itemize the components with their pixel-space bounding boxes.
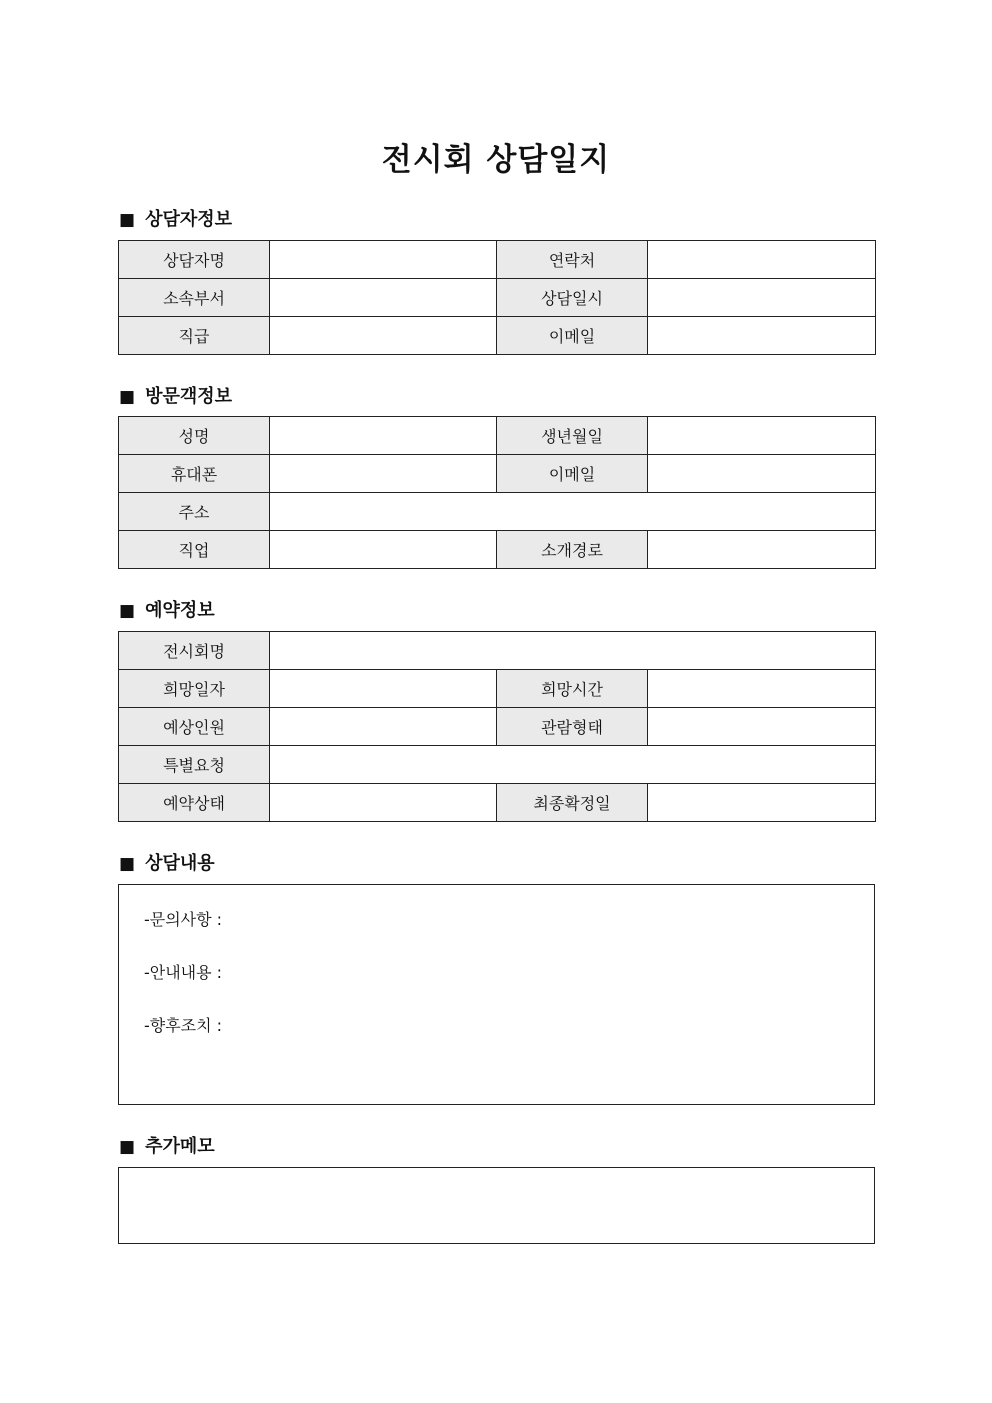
table-row xyxy=(119,708,876,746)
table-row xyxy=(119,670,876,708)
field-desired-time[interactable] xyxy=(648,670,876,708)
label-reservation-status: 예약상태 xyxy=(119,784,270,822)
label-expected-people: 예상인원 xyxy=(119,708,270,746)
table-row xyxy=(119,241,876,279)
label-visitor-email: 이메일 xyxy=(497,455,648,493)
section-title: 방문객정보 xyxy=(145,386,233,407)
counselor-info-table xyxy=(118,240,876,355)
table-row xyxy=(119,455,876,493)
section-heading-counselor xyxy=(119,208,232,232)
field-job[interactable] xyxy=(270,531,497,569)
label-special-request: 특별요청 xyxy=(119,746,270,784)
label-desired-date: 희망일자 xyxy=(119,670,270,708)
field-position[interactable] xyxy=(270,317,497,355)
label-mobile: 휴대폰 xyxy=(119,455,270,493)
square-bullet-icon: ■ xyxy=(119,601,136,621)
label-consult-datetime: 상담일시 xyxy=(497,279,648,317)
field-reservation-status[interactable] xyxy=(270,784,497,822)
section-heading-consult xyxy=(119,852,215,876)
table-row xyxy=(119,317,876,355)
section-heading-visitor xyxy=(119,385,232,409)
field-viewing-type[interactable] xyxy=(648,708,876,746)
visitor-info-table xyxy=(118,416,876,569)
label-birth-date: 생년월일 xyxy=(497,417,648,455)
section-title: 상담내용 xyxy=(145,853,215,874)
field-exhibition-name[interactable] xyxy=(270,632,876,670)
field-address[interactable] xyxy=(270,493,876,531)
section-heading-reservation xyxy=(119,599,215,623)
label-exhibition-name: 전시회명 xyxy=(119,632,270,670)
field-mobile[interactable] xyxy=(270,455,497,493)
label-desired-time: 희망시간 xyxy=(497,670,648,708)
label-contact: 연락처 xyxy=(497,241,648,279)
section-heading-memo xyxy=(119,1135,215,1159)
inquiry-line: -문의사항 : xyxy=(144,910,223,929)
table-row xyxy=(119,493,876,531)
label-visitor-name: 성명 xyxy=(119,417,270,455)
field-visitor-name[interactable] xyxy=(270,417,497,455)
table-row xyxy=(119,531,876,569)
label-job: 직업 xyxy=(119,531,270,569)
field-department[interactable] xyxy=(270,279,497,317)
field-final-date[interactable] xyxy=(648,784,876,822)
table-row xyxy=(119,632,876,670)
label-final-date: 최종확정일 xyxy=(497,784,648,822)
reservation-info-table xyxy=(118,631,876,822)
square-bullet-icon: ■ xyxy=(119,210,136,230)
section-title: 추가메모 xyxy=(145,1136,215,1157)
table-row xyxy=(119,746,876,784)
field-contact[interactable] xyxy=(648,241,876,279)
square-bullet-icon: ■ xyxy=(119,854,136,874)
field-expected-people[interactable] xyxy=(270,708,497,746)
page-title: 전시회 상담일지 xyxy=(381,142,611,178)
label-viewing-type: 관람형태 xyxy=(497,708,648,746)
field-counselor-name[interactable] xyxy=(270,241,497,279)
label-referral: 소개경로 xyxy=(497,531,648,569)
table-row xyxy=(119,784,876,822)
field-desired-date[interactable] xyxy=(270,670,497,708)
guidance-line: -안내내용 : xyxy=(144,963,223,982)
field-referral[interactable] xyxy=(648,531,876,569)
memo-box[interactable] xyxy=(118,1167,875,1244)
table-row xyxy=(119,417,876,455)
square-bullet-icon: ■ xyxy=(119,387,136,407)
field-consult-datetime[interactable] xyxy=(648,279,876,317)
follow-up-line: -향후조치 : xyxy=(144,1016,223,1035)
label-counselor-name: 상담자명 xyxy=(119,241,270,279)
field-birth-date[interactable] xyxy=(648,417,876,455)
table-row xyxy=(119,279,876,317)
label-department: 소속부서 xyxy=(119,279,270,317)
section-title: 상담자정보 xyxy=(145,209,233,230)
consult-content-box[interactable] xyxy=(118,884,875,1105)
field-visitor-email[interactable] xyxy=(648,455,876,493)
label-counselor-email: 이메일 xyxy=(497,317,648,355)
square-bullet-icon: ■ xyxy=(119,1137,136,1157)
label-address: 주소 xyxy=(119,493,270,531)
section-title: 예약정보 xyxy=(145,600,215,621)
field-special-request[interactable] xyxy=(270,746,876,784)
label-position: 직급 xyxy=(119,317,270,355)
field-counselor-email[interactable] xyxy=(648,317,876,355)
